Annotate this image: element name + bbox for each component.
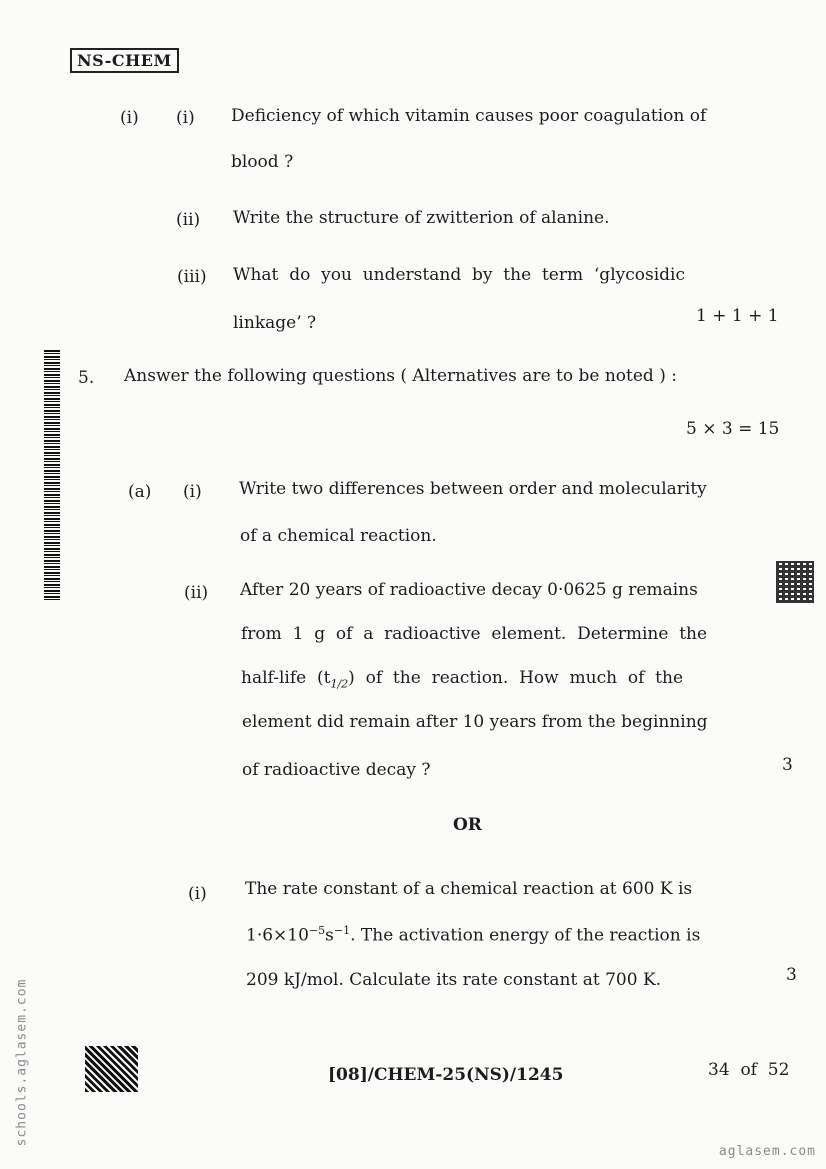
question-text: Write the structure of zwitterion of alanine. — [233, 208, 610, 228]
question-text — [241, 668, 683, 690]
question-text: Deficiency of which vitamin causes poor coagulation of — [231, 106, 707, 126]
question-number: 5. — [78, 368, 95, 388]
sub-label: (ii) — [184, 583, 209, 603]
marks: 1 + 1 + 1 — [696, 306, 779, 326]
question-text: of radioactive decay ? — [242, 760, 431, 780]
marks: 3 — [782, 755, 793, 775]
bottom-watermark: aglasem.com — [718, 1144, 816, 1159]
text-fragment: . The activation energy of the reaction is — [350, 925, 701, 946]
marks: 3 — [786, 965, 797, 985]
total-marks: 5 × 3 = 15 — [686, 419, 780, 439]
barcode-strip — [44, 350, 60, 602]
sub-label: (iii) — [177, 267, 207, 287]
question-text — [246, 924, 700, 946]
question-text: The rate constant of a chemical reaction at 600 K is — [245, 879, 693, 899]
sub-label: (i) — [183, 482, 202, 502]
question-text: of a chemical reaction. — [240, 526, 437, 546]
paper-code-box: NS-CHEM — [70, 48, 179, 73]
question-text: Write two differences between order and molecularity — [239, 479, 707, 499]
question-text: What do you understand by the term ‘glycosidic — [233, 265, 685, 285]
footer-code: [08]/CHEM-25(NS)/1245 — [328, 1065, 564, 1085]
text-fragment: s — [325, 925, 334, 946]
text-fragment: 1·6×10 — [246, 925, 309, 946]
question-text: 209 kJ/mol. Calculate its rate constant at 700 K. — [246, 970, 662, 990]
or-separator: OR — [453, 815, 482, 835]
question-text: element did remain after 10 years from the beginning — [242, 712, 708, 732]
question-text: from 1 g of a radioactive element. Determine the — [241, 624, 708, 644]
sub-label: (i) — [188, 884, 207, 904]
question-text: linkage’ ? — [233, 313, 317, 333]
qr-code-small — [776, 561, 814, 603]
part-label: (i) — [120, 108, 139, 128]
text-fragment: ) of the reaction. How much of the — [348, 668, 684, 688]
part-label: (a) — [128, 482, 152, 502]
question-heading: Answer the following questions ( Alternatives are to be noted ) : — [124, 366, 677, 386]
superscript: −1 — [333, 924, 351, 937]
qr-code-bottom — [85, 1046, 138, 1092]
sub-label: (i) — [176, 108, 195, 128]
subscript: 1/2 — [330, 677, 349, 691]
page-number: 34 of 52 — [708, 1060, 790, 1080]
question-text: After 20 years of radioactive decay 0·0625 g remains — [240, 580, 698, 600]
side-watermark: schools.aglasem.com — [14, 978, 30, 1147]
sub-label: (ii) — [176, 210, 201, 230]
superscript: −5 — [308, 924, 326, 937]
text-fragment: half-life (t — [241, 668, 331, 688]
question-text: blood ? — [231, 152, 294, 172]
